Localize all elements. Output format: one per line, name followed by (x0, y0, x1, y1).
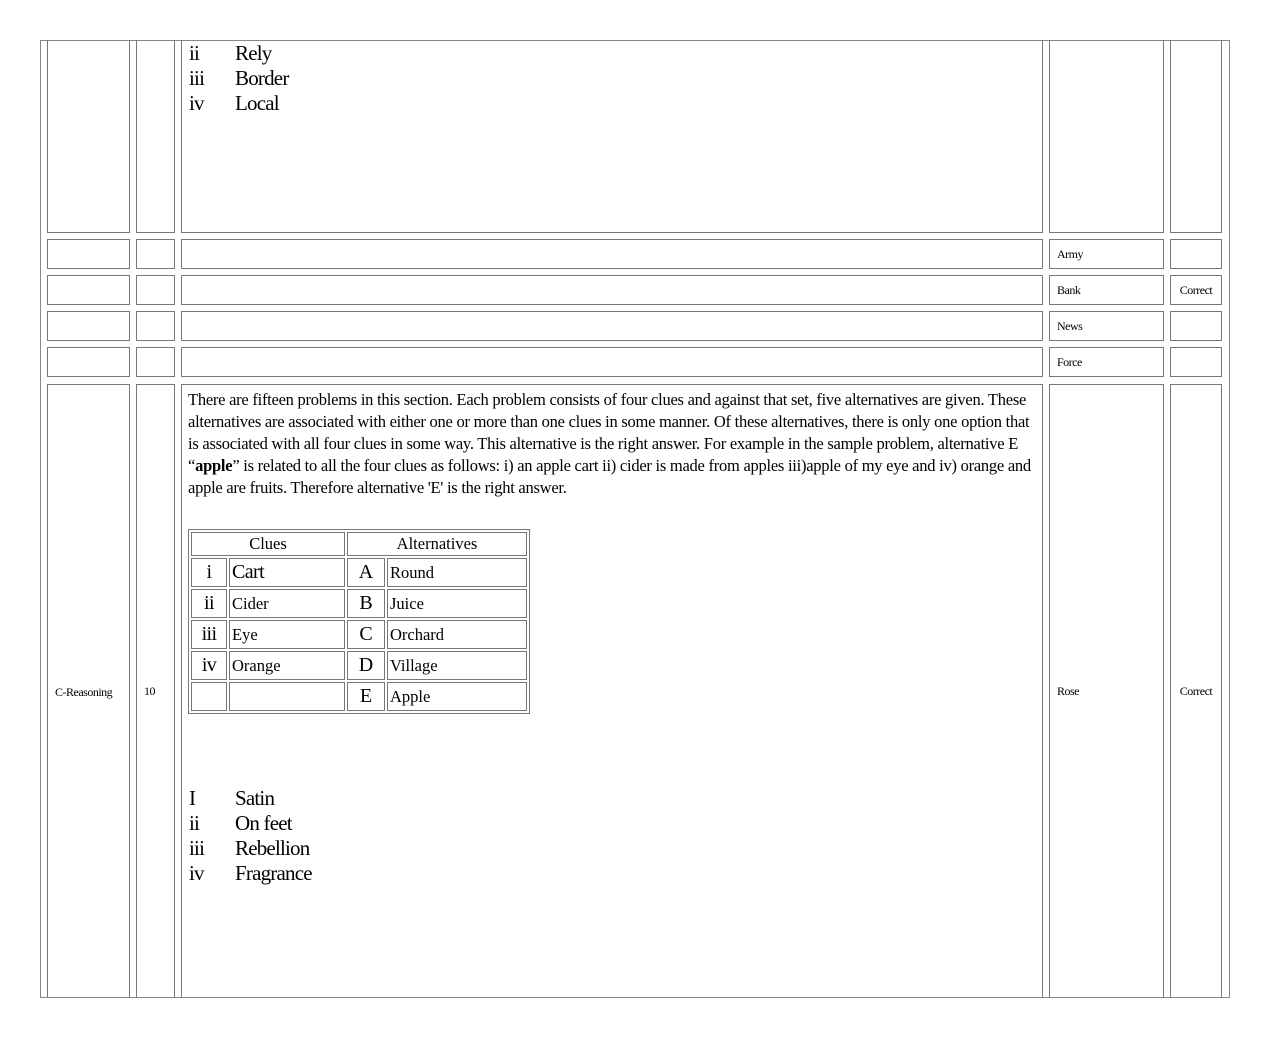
table-row: i Cart A Round (191, 558, 527, 587)
row0-col1 (47, 40, 130, 233)
option-status-cell (1170, 239, 1222, 269)
list-item: ii Rely (189, 41, 272, 65)
top-word-list (189, 41, 289, 116)
list-item: iv Fragrance (189, 861, 312, 885)
row0-question-cell (181, 40, 1043, 233)
list-item: ii On feet (189, 811, 292, 835)
option-status-cell (1170, 311, 1222, 341)
alternatives-header: Alternatives (347, 532, 527, 556)
option-status-cell (1170, 347, 1222, 377)
option-row-col2 (136, 239, 175, 269)
row0-col4 (1049, 40, 1164, 233)
option-row-col3 (181, 239, 1043, 269)
option-row-col3 (181, 311, 1043, 341)
sample-clues-table (188, 529, 530, 714)
option-answer-cell: Army (1049, 239, 1164, 269)
clue-word-list (189, 786, 312, 886)
option-answer-cell: Force (1049, 347, 1164, 377)
row0-col5 (1170, 40, 1222, 233)
section-status-cell: Correct (1170, 384, 1222, 998)
section-instructions: There are fifteen problems in this section. Each problem consists of four clues and against that set, five alternatives are given. These alternatives are associated with either one or more than one clues in some manner. Of these alternatives, there is only one option that is associated with all four clues in some way. This alternative is the right answer. For example in the sample problem, alternative E “apple” is related to all the four clues as follows: i) an apple cart ii) cider is made from apples iii)apple of my eye and iv) orange and apple are fruits. Therefore alternative 'E' is the right answer. (188, 390, 1031, 497)
option-row-col2 (136, 347, 175, 377)
list-item: iv Local (189, 91, 279, 115)
table-row: iv Orange D Village (191, 651, 527, 680)
option-row-col1 (47, 275, 130, 305)
table-row: E Apple (191, 682, 527, 711)
table-header-row (191, 532, 527, 556)
option-row-col1 (47, 311, 130, 341)
option-row-col2 (136, 311, 175, 341)
list-item: iii Border (189, 66, 289, 90)
section-name-cell: C-Reasoning (47, 384, 130, 998)
option-row-col1 (47, 239, 130, 269)
clues-header: Clues (191, 532, 345, 556)
section-answer-cell: Rose (1049, 384, 1164, 998)
option-answer-cell: Bank (1049, 275, 1164, 305)
list-item: iii Rebellion (189, 836, 310, 860)
option-row-col3 (181, 275, 1043, 305)
option-status-cell: Correct (1170, 275, 1222, 305)
option-row-col3 (181, 347, 1043, 377)
row0-col2 (136, 40, 175, 233)
table-row: ii Cider B Juice (191, 589, 527, 618)
section-marks-cell: 10 (136, 384, 175, 998)
option-row-col1 (47, 347, 130, 377)
option-answer-cell: News (1049, 311, 1164, 341)
list-item: I Satin (189, 786, 275, 810)
option-row-col2 (136, 275, 175, 305)
table-row: iii Eye C Orchard (191, 620, 527, 649)
